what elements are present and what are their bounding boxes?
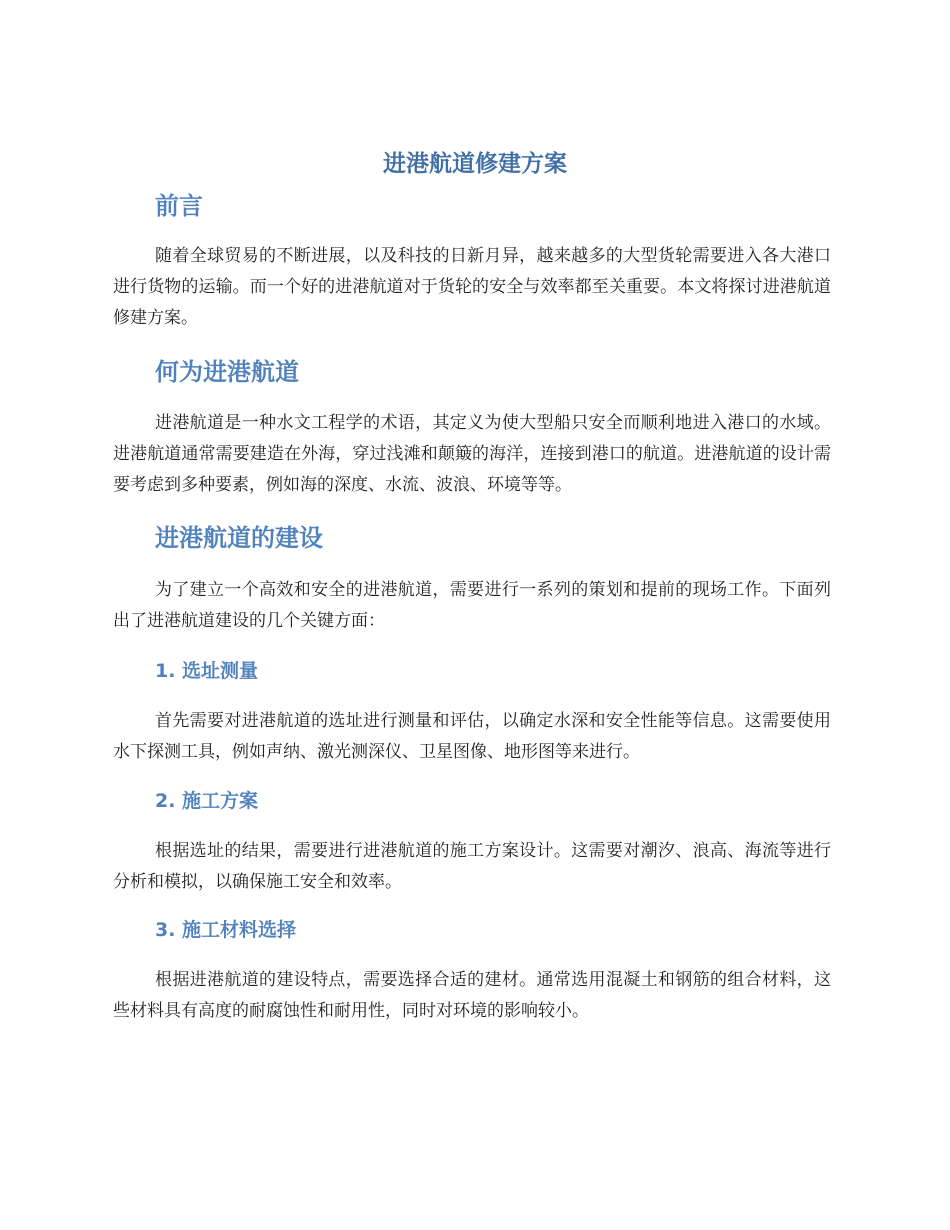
- section-paragraph-definition: 进港航道是一种水文工程学的术语，其定义为使大型船只安全而顺利地进入港口的水域。进港航道通常需要建造在外海，穿过浅滩和颠簸的海洋，连接到港口的航道。进港航道的设计需要考虑到多种要素，例如海的深度、水流、波浪、环境等等。: [113, 413, 831, 495]
- subsection-paragraph-site-survey: 首先需要对进港航道的选址进行测量和评估，以确定水深和安全性能等信息。这需要使用水下探测工具，例如声纳、激光测深仪、卫星图像、地形图等来进行。: [113, 711, 831, 762]
- document-title: 进港航道修建方案: [383, 151, 567, 177]
- section-heading-construction: 进港航道的建设: [155, 524, 323, 552]
- subsection-heading-construction-plan: 2. 施工方案: [155, 790, 259, 812]
- section-heading-preface: 前言: [155, 192, 203, 220]
- subsection-heading-materials: 3. 施工材料选择: [155, 919, 297, 941]
- section-paragraph-preface: 随着全球贸易的不断进展，以及科技的日新月异，越来越多的大型货轮需要进入各大港口进行货物的运输。而一个好的进港航道对于货轮的安全与效率都至关重要。本文将探讨进港航道修建方案。: [113, 246, 831, 328]
- subsection-paragraph-materials: 根据进港航道的建设特点，需要选择合适的建材。通常选用混凝土和钢筋的组合材料，这些材料具有高度的耐腐蚀性和耐用性，同时对环境的影响较小。: [113, 970, 831, 1021]
- section-heading-definition: 何为进港航道: [155, 358, 299, 386]
- subsection-paragraph-construction-plan: 根据选址的结果，需要进行进港航道的施工方案设计。这需要对潮汐、浪高、海流等进行分析和模拟，以确保施工安全和效率。: [113, 841, 831, 892]
- subsection-heading-site-survey: 1. 选址测量: [155, 660, 259, 682]
- section-paragraph-construction: 为了建立一个高效和安全的进港航道，需要进行一系列的策划和提前的现场工作。下面列出了进港航道建设的几个关键方面：: [113, 580, 831, 631]
